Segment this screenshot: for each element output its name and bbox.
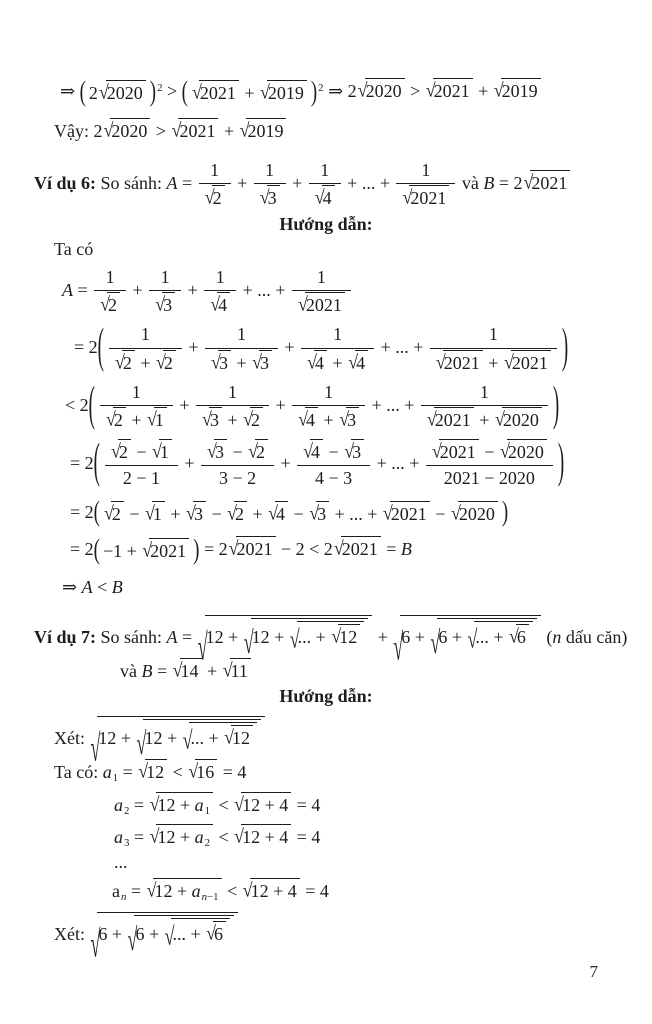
left-paren: ( — [93, 534, 100, 566]
subscript: 3 — [124, 836, 130, 849]
sqrt-expression: √6 + √6 + √... + √6 — [393, 615, 541, 649]
fraction: $\frac{√4 - √3}{4 - 3}$ — [297, 439, 370, 491]
fraction: $\frac{1}{√2}$ — [94, 266, 126, 318]
sqrt-expression: √2 — [100, 292, 120, 317]
sqrt-expression: √2020 — [500, 439, 547, 464]
superscript: 2 — [318, 82, 324, 95]
radical-sign-icon: √ — [149, 793, 160, 815]
sqrt-expression: √3 — [260, 185, 280, 210]
sqrt-expression: √12 + 4 — [234, 824, 291, 849]
radical-sign-icon: √ — [211, 350, 221, 373]
line-rationalized-fractions: = 2 ( $\frac{√2 - √1}{2 - 1}$ + $\frac{√3 - √2}{3 - 2}$ + $\frac{√4 - √3}{4 - 3}$ + ... + $\frac{√2021 - √2020}{2021 - 2020}$ ) — [70, 439, 638, 491]
subscript: 2 — [124, 805, 130, 818]
sqrt-expression: √2020 — [358, 78, 405, 103]
superscript: 2 — [157, 82, 163, 95]
sqrt-expression: √2021 — [229, 536, 276, 561]
radical-sign-icon: √ — [98, 81, 109, 103]
sqrt-expression: √2020 — [451, 501, 498, 526]
paren-group: ( $\frac{√2 - √1}{2 - 1}$ + $\frac{√3 - √2}{3 - 2}$ + $\frac{√4 - √3}{4 - 3}$ + ... + $\frac{√2021 - √2020}{2021 - 2020}$ ) — [94, 439, 564, 491]
sqrt-expression: √3 — [309, 501, 329, 526]
sqrt-expression: √3 — [344, 439, 364, 464]
left-paren: ( — [93, 496, 100, 529]
sqrt-expression: √12 — [138, 759, 167, 784]
sqrt-expression: √1 — [152, 439, 172, 464]
radical-sign-icon: √ — [127, 921, 138, 957]
fraction: $\frac{1}{√2021}$ — [292, 266, 351, 318]
subscript: 1 — [112, 771, 119, 784]
subscript: n−1 — [201, 891, 219, 904]
radical-sign-icon: √ — [314, 186, 325, 209]
paren-group: ( √2 − √1 + √3 − √2 + √4 − √3 + ... + √2021 − √2020 ) — [94, 501, 508, 526]
sqrt-expression: √6 + √6 + √... + √6 — [91, 912, 239, 946]
left-paren: ( — [93, 435, 100, 490]
paren-group: ( 2√2020 ) — [80, 80, 156, 105]
radical-sign-icon: √ — [103, 501, 114, 524]
left-paren: ( — [97, 320, 104, 374]
right-paren: ) — [557, 435, 565, 490]
sqrt-expression: √2021 — [192, 80, 239, 105]
radical-sign-icon: √ — [152, 439, 162, 462]
fraction: $\frac{1}{√2021 + √2020}$ — [421, 381, 548, 433]
line-equal-doubled-denominators: = 2 ( $\frac{1}{√2 + √2}$ + $\frac{1}{√3 + √3}$ + $\frac{1}{√4 + √4}$ + ... + $\frac{1}{√2021 + √2021}$ ) — [74, 323, 638, 375]
radical-sign-icon: √ — [171, 118, 182, 141]
left-paren: ( — [79, 75, 86, 108]
radical-sign-icon: √ — [234, 824, 245, 847]
line-squared-comparison: ⇒ ( 2√2020 ) $^2$ > ( √2021 + √2019 ) $^2$ ⇒ 2√2020 > √2021 + √2019 — [60, 78, 638, 106]
radical-sign-icon: √ — [425, 79, 436, 101]
sqrt-expression: √2019 — [240, 118, 287, 143]
radical-sign-icon: √ — [243, 625, 254, 661]
fraction: $\frac{1}{√4 + √4}$ — [301, 323, 374, 375]
sqrt-expression: $√12 + a_{n-1}$ — [147, 878, 222, 903]
radical-sign-icon: √ — [499, 439, 510, 462]
sqrt-expression: √4 — [315, 185, 335, 210]
fraction: $\frac{1}{√2021 + √2021}$ — [430, 323, 557, 375]
radical-sign-icon: √ — [268, 501, 279, 524]
radical-sign-icon: √ — [149, 824, 160, 847]
line-less-than-denominators: < 2 ( $\frac{1}{√2 + √1}$ + $\frac{1}{√3 + √2}$ + $\frac{1}{√4 + √3}$ + ... + $\frac{1}{√2021 + √2020}$ ) — [65, 381, 638, 433]
line-huong-dan-7: Hướng dẫn: — [279, 685, 373, 706]
radical-sign-icon: √ — [259, 81, 270, 103]
sqrt-expression: √3 — [155, 292, 175, 317]
radical-sign-icon: √ — [309, 501, 320, 524]
line-vi-du-6-problem: Ví dụ 6: So sánh: A = $\frac{1}{√2}$ + $\frac{1}{√3}$ + $\frac{1}{√4}$ + ... + $\frac{1}{√2021}$ và B = 2√2021 — [34, 159, 638, 211]
radical-sign-icon: √ — [435, 350, 446, 373]
fraction: $\frac{√3 - √2}{3 - 2}$ — [201, 439, 274, 491]
sqrt-expression: √12 + 4 — [234, 792, 291, 817]
radical-sign-icon: √ — [331, 625, 342, 647]
radical-sign-icon: √ — [494, 408, 505, 431]
sqrt-expression: √12 + √12 + √... + √12 — [91, 716, 266, 750]
radical-sign-icon: √ — [431, 439, 442, 462]
fraction: $\frac{1}{√4}$ — [309, 159, 341, 211]
sqrt-expression: √2019 — [260, 80, 307, 105]
radical-sign-icon: √ — [210, 292, 221, 315]
line-telescoping-sum: = 2 ( √2 − √1 + √3 − √2 + √4 − √3 + ... + √2021 − √2020 ) — [70, 501, 638, 527]
radical-sign-icon: √ — [523, 171, 534, 193]
fraction: $\frac{1}{√2021}$ — [396, 159, 455, 211]
radical-sign-icon: √ — [186, 501, 196, 524]
sqrt-expression: √16 — [188, 759, 217, 784]
line-a3: $a_3 = √12 + a_2 < √12 + 4 = 4$ — [114, 824, 321, 849]
radical-sign-icon: √ — [234, 793, 245, 815]
sqrt-expression: √12 + 4 — [243, 878, 300, 903]
radical-sign-icon: √ — [182, 726, 193, 755]
sqrt-expression: √... + √6 — [467, 621, 532, 649]
sqrt-expression: √4 — [348, 350, 368, 375]
radical-sign-icon: √ — [197, 626, 208, 669]
subscript: 1 — [204, 805, 211, 818]
sqrt-expression: √6 — [206, 921, 226, 946]
radical-sign-icon: √ — [90, 922, 101, 965]
sqrt-expression: √2021 — [172, 118, 219, 143]
line-a-less-than-b: ⇒ A < B — [62, 576, 123, 597]
sqrt-expression: √4 — [307, 350, 327, 375]
sqrt-expression: √2 — [156, 350, 176, 375]
sqrt-expression: √... + √12 — [183, 722, 257, 750]
sqrt-expression: √6 + √... + √6 — [128, 915, 234, 946]
right-paren: ) — [561, 320, 569, 374]
sqrt-expression: √2 — [111, 439, 131, 464]
sqrt-expression: √2021 — [524, 170, 571, 195]
radical-sign-icon: √ — [147, 408, 157, 431]
radical-sign-icon: √ — [146, 879, 157, 901]
sqrt-expression: √2021 — [298, 292, 345, 317]
subscript: n — [121, 891, 127, 904]
left-paren: ( — [181, 75, 188, 108]
line-ellipsis: ... — [114, 851, 128, 872]
radical-sign-icon: √ — [114, 350, 125, 373]
line-ta-co: Ta có — [54, 239, 94, 260]
sqrt-expression: √3 — [211, 350, 231, 375]
radical-sign-icon: √ — [100, 292, 111, 315]
radical-sign-icon: √ — [227, 501, 237, 524]
sqrt-expression: √4 — [210, 292, 230, 317]
right-paren: ) — [149, 75, 157, 108]
sqrt-expression: √2020 — [495, 407, 542, 432]
radical-sign-icon: √ — [145, 501, 155, 524]
right-paren: ) — [552, 378, 560, 432]
radical-sign-icon: √ — [382, 501, 393, 524]
sqrt-expression: √2021 — [142, 538, 189, 563]
radical-sign-icon: √ — [172, 658, 183, 681]
sqrt-expression: √2019 — [494, 78, 541, 103]
sqrt-expression: √12 + √... + √12 — [244, 618, 368, 649]
fraction: $\frac{1}{√3 + √3}$ — [205, 323, 278, 375]
radical-sign-icon: √ — [493, 79, 504, 101]
line-b-definition: và B = √14 + √11 — [120, 658, 638, 683]
sqrt-expression: √... + √6 — [165, 918, 230, 946]
radical-sign-icon: √ — [142, 539, 153, 562]
radical-sign-icon: √ — [105, 408, 116, 431]
radical-sign-icon: √ — [136, 726, 147, 762]
radical-sign-icon: √ — [202, 408, 212, 431]
sqrt-expression: √2021 — [334, 536, 381, 561]
radical-sign-icon: √ — [206, 921, 217, 944]
radical-sign-icon: √ — [156, 350, 166, 373]
radical-sign-icon: √ — [191, 81, 202, 103]
radical-sign-icon: √ — [307, 350, 318, 373]
radical-sign-icon: √ — [450, 501, 461, 524]
right-paren: ) — [193, 534, 200, 566]
sqrt-expression: √2021 — [432, 439, 479, 464]
radical-sign-icon: √ — [259, 186, 270, 209]
right-paren: ) — [501, 496, 509, 529]
sqrt-expression: √3 — [207, 439, 227, 464]
sqrt-expression: √3 — [202, 407, 222, 432]
sqrt-expression: √3 — [186, 501, 206, 526]
line-vi-du-7-problem: Ví dụ 7: So sánh: A = √12 + √12 + √... + √12 + √6 + √6 + √... + √6 (n dấu căn) — [34, 615, 638, 649]
left-paren: ( — [88, 378, 95, 432]
radical-sign-icon: √ — [110, 439, 121, 462]
line-a2: $a_2 = √12 + a_1 < √12 + 4 = 4$ — [114, 793, 321, 818]
line-final-evaluation: = 2 ( −1 + √2021 ) = 2√2021 − 2 < 2√2021 = B — [70, 536, 638, 564]
page-number: 7 — [589, 962, 598, 981]
sqrt-expression: √2020 — [99, 80, 146, 105]
fraction: $\frac{1}{√2 + √1}$ — [100, 381, 173, 433]
radical-sign-icon: √ — [357, 79, 368, 101]
sqrt-expression: √12 + √... + √12 — [137, 719, 261, 750]
sqrt-expression: √2 — [227, 501, 247, 526]
sqrt-expression: √2 — [248, 439, 268, 464]
fraction: $\frac{1}{√3}$ — [254, 159, 286, 211]
line-a1: Ta có: $a_1 = √12 < √16 = 4$ — [54, 759, 247, 784]
sqrt-expression: √2 — [104, 501, 124, 526]
paren-group: ( −1 + √2021 ) — [94, 538, 200, 563]
radical-sign-icon: √ — [239, 118, 250, 141]
radical-sign-icon: √ — [503, 350, 514, 373]
sqrt-expression: √2 — [115, 350, 135, 375]
radical-sign-icon: √ — [188, 759, 199, 782]
sqrt-expression: √2021 — [436, 350, 483, 375]
sqrt-expression: √12 — [331, 624, 360, 649]
sqrt-expression: √12 + √12 + √... + √12 — [198, 615, 373, 649]
sqrt-expression: √3 — [339, 407, 359, 432]
fraction: $\frac{1}{√2}$ — [199, 159, 231, 211]
sqrt-expression: √1 — [147, 407, 167, 432]
sqrt-expression: √2 — [243, 407, 263, 432]
fraction: $\frac{1}{√4 + √3}$ — [292, 381, 365, 433]
sqrt-expression: √6 + √... + √6 — [430, 618, 536, 649]
sqrt-expression: √2 — [106, 407, 126, 432]
sqrt-expression: √2020 — [104, 118, 151, 143]
sqrt-expression: √11 — [223, 658, 251, 683]
line-huong-dan-6: Hướng dẫn: — [279, 213, 373, 234]
fraction: $\frac{√2 - √1}{2 - 1}$ — [105, 439, 178, 491]
sqrt-expression: √4 — [268, 501, 288, 526]
sqrt-expression: √12 — [224, 725, 253, 750]
sqrt-expression: √3 — [252, 350, 272, 375]
radical-sign-icon: √ — [430, 625, 441, 661]
radical-sign-icon: √ — [348, 350, 359, 373]
radical-sign-icon: √ — [222, 658, 233, 681]
radical-sign-icon: √ — [204, 186, 215, 209]
radical-sign-icon: √ — [289, 625, 300, 654]
radical-sign-icon: √ — [242, 879, 253, 901]
line-xet-6: Xét: √6 + √6 + √... + √6 — [54, 912, 638, 946]
radical-sign-icon: √ — [164, 921, 175, 951]
radical-sign-icon: √ — [243, 408, 253, 431]
paren-group: ( $\frac{1}{√2 + √2}$ + $\frac{1}{√3 + √3}$ + $\frac{1}{√4 + √4}$ + ... + $\frac{1}{√2021 + √2021}$ ) — [98, 323, 568, 375]
sqrt-expression: $√12 + a_1$ — [150, 792, 213, 817]
sqrt-expression: √4 — [298, 407, 318, 432]
radical-sign-icon: √ — [297, 292, 308, 315]
radical-sign-icon: √ — [467, 625, 478, 654]
radical-sign-icon: √ — [103, 118, 114, 141]
line-conclusion-vay: Vậy: 2√2020 > √2021 + √2019 — [54, 118, 638, 143]
radical-sign-icon: √ — [298, 408, 309, 431]
radical-sign-icon: √ — [138, 759, 149, 782]
sqrt-expression: √2021 — [383, 501, 430, 526]
radical-sign-icon: √ — [393, 626, 404, 669]
fraction: $\frac{1}{√4}$ — [204, 266, 236, 318]
sqrt-expression: √4 — [303, 439, 323, 464]
sqrt-expression: √1 — [145, 501, 165, 526]
sqrt-expression: √2021 — [427, 407, 474, 432]
sqrt-expression: $√12 + a_2$ — [150, 824, 213, 849]
radical-sign-icon: √ — [155, 292, 166, 315]
right-paren: ) — [310, 75, 318, 108]
radical-sign-icon: √ — [339, 408, 350, 431]
radical-sign-icon: √ — [303, 439, 314, 462]
sqrt-expression: √14 — [173, 658, 202, 683]
radical-sign-icon: √ — [252, 350, 262, 373]
radical-sign-icon: √ — [207, 439, 217, 462]
paren-group: ( √2021 + √2019 ) — [182, 80, 318, 105]
fraction: $\frac{1}{√3}$ — [149, 266, 181, 318]
radical-sign-icon: √ — [333, 537, 344, 559]
radical-sign-icon: √ — [509, 625, 519, 647]
radical-sign-icon: √ — [248, 439, 258, 462]
paren-group: ( $\frac{1}{√2 + √1}$ + $\frac{1}{√3 + √2}$ + $\frac{1}{√4 + √3}$ + ... + $\frac{1}{√2021 + √2020}$ ) — [89, 381, 559, 433]
radical-sign-icon: √ — [344, 439, 355, 462]
fraction: $\frac{1}{√3 + √2}$ — [196, 381, 269, 433]
line-xet-12: Xét: √12 + √12 + √... + √12 — [54, 716, 638, 750]
sqrt-expression: √2021 — [426, 78, 473, 103]
sqrt-expression: √6 — [509, 624, 529, 649]
radical-sign-icon: √ — [224, 726, 235, 748]
sqrt-expression: √2 — [205, 185, 225, 210]
line-an: $a_n = √12 + a_{n-1} < √12 + 4 = 4$ — [112, 879, 329, 904]
fraction: $\frac{√2021 - √2020}{2021 - 2020}$ — [426, 439, 553, 491]
radical-sign-icon: √ — [90, 727, 101, 770]
fraction: $\frac{1}{√2 + √2}$ — [109, 323, 182, 375]
sqrt-expression: √2021 — [402, 185, 449, 210]
radical-sign-icon: √ — [426, 408, 437, 431]
sqrt-expression: √... + √12 — [290, 621, 364, 649]
radical-sign-icon: √ — [228, 537, 239, 559]
sqrt-expression: √2021 — [504, 350, 551, 375]
line-a-definition: A = $\frac{1}{√2}$ + $\frac{1}{√3}$ + $\frac{1}{√4}$ + ... + $\frac{1}{√2021}$ — [62, 266, 638, 318]
subscript: 2 — [204, 836, 211, 849]
radical-sign-icon: √ — [402, 186, 413, 209]
